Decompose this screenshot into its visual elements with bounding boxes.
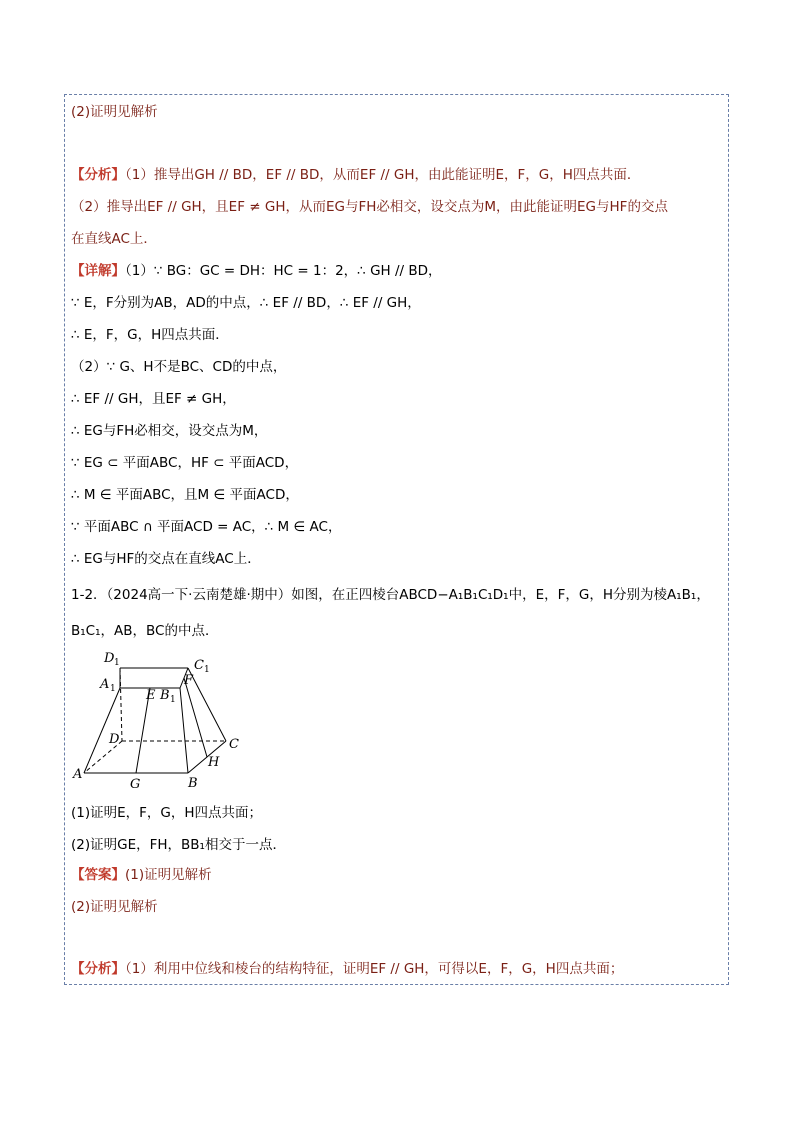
label-B1-sub: 1: [170, 695, 176, 705]
label-A1-sub: 1: [110, 684, 116, 694]
question-2: (2)证明GE，FH，BB₁相交于一点．: [71, 837, 286, 853]
label-D: D: [109, 732, 120, 747]
edge-B1B: [180, 688, 188, 773]
detail-text-1: （1）∵ BG：GC = DH：HC = 1：2，∴ GH // BD，: [125, 263, 442, 279]
frustum-figure: [66, 648, 246, 788]
analysis-line-1: [71, 166, 640, 184]
answer-line: [71, 866, 212, 884]
detail-line-4: （2）∵ G、H不是BC、CD的中点，: [71, 359, 287, 375]
analysis2-tag: 【分析】: [71, 961, 125, 977]
segment-FH: [184, 678, 207, 757]
detail-line-1: [71, 262, 442, 280]
analysis-line-2: （2）推导出EF // GH，且EF ≠ GH，从而EG与FH必相交，设交点为M，由此能证明EG与HF的交点: [71, 199, 668, 215]
label-A1: A: [100, 677, 110, 692]
answer-part1: (1)证明见解析: [125, 867, 212, 883]
detail-tag: 【详解】: [71, 263, 125, 279]
label-C1: C: [194, 658, 204, 673]
detail-line-9: ∵ 平面ABC ∩ 平面ACD = AC，∴ M ∈ AC，: [71, 519, 342, 535]
label-B: B: [188, 776, 198, 788]
detail-line-10: ∴ EG与HF的交点在直线AC上．: [71, 551, 261, 567]
analysis-tag: 【分析】: [71, 167, 125, 183]
problem-stem-1: 1-2．（2024高一下·云南楚雄·期中）如图，在正四棱台ABCD−A₁B₁C₁D₁中，E，F，G，H分别为棱A₁B₁，: [71, 587, 710, 603]
label-B1: B: [160, 688, 170, 703]
label-A: A: [73, 767, 83, 782]
label-C: C: [229, 737, 239, 752]
problem-stem-2: B₁C₁，AB，BC的中点．: [71, 623, 219, 639]
label-G: G: [130, 777, 141, 788]
answer-part2-b: (2)证明见解析: [71, 899, 158, 915]
analysis2-line: [71, 960, 623, 978]
edge-C1C: [188, 668, 226, 741]
analysis-line-3: 在直线AC上．: [71, 231, 157, 247]
edge-A1A: [84, 688, 120, 773]
detail-line-8: ∴ M ∈ 平面ABC，且M ∈ 平面ACD，: [71, 487, 299, 503]
label-D1: D: [104, 651, 115, 666]
label-E: E: [146, 688, 156, 703]
answer-tag: 【答案】: [71, 867, 125, 883]
answer-part2: (2)证明见解析: [71, 104, 158, 120]
analysis2-text: （1）利用中位线和棱台的结构特征，证明EF // GH，可得以E，F，G，H四点共面；: [125, 961, 624, 977]
detail-line-2: ∵ E，F分别为AB，AD的中点，∴ EF // BD，∴ EF // GH，: [71, 295, 421, 311]
label-D1-sub: 1: [114, 658, 120, 668]
label-F: F: [184, 673, 194, 688]
analysis-text-1: （1）推导出GH // BD，EF // BD，从而EF // GH，由此能证明E，F，G，H四点共面．: [125, 167, 641, 183]
detail-line-6: ∴ EG与FH必相交，设交点为M，: [71, 423, 268, 439]
detail-line-3: ∴ E，F，G，H四点共面．: [71, 327, 229, 343]
label-C1-sub: 1: [204, 665, 210, 675]
detail-line-5: ∴ EF // GH，且EF ≠ GH，: [71, 391, 236, 407]
question-1: (1)证明E，F，G，H四点共面；: [71, 805, 263, 821]
edge-D1D: [120, 668, 122, 741]
label-H: H: [208, 755, 220, 770]
detail-line-7: ∵ EG ⊂ 平面ABC，HF ⊂ 平面ACD，: [71, 455, 299, 471]
